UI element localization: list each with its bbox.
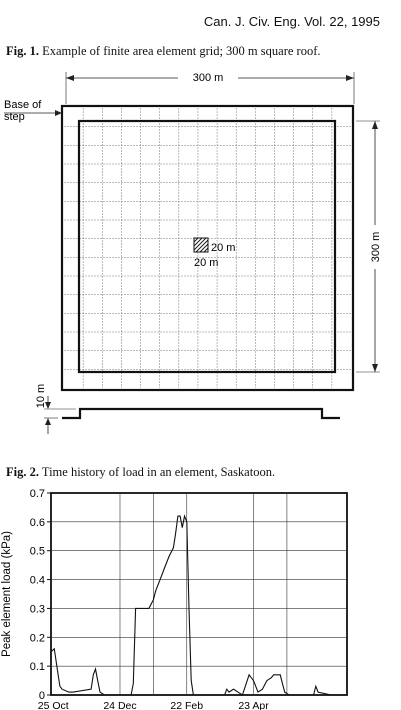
base-of-step-label-line2: step: [4, 111, 25, 123]
side-dimension-arrow-bottom: [372, 364, 378, 372]
y-tick-label: 0.7: [29, 488, 45, 500]
figure-1-caption-text: Example of finite area element grid; 300 m square roof.: [42, 44, 321, 58]
y-axis-title: Peak element load (kPa): [1, 531, 13, 657]
x-grid: [120, 493, 287, 695]
figure-1-label: Fig. 1.: [6, 44, 39, 58]
top-dimension-arrow-right: [346, 75, 354, 81]
x-axis-labels: [38, 700, 269, 710]
y-tick-label: 0: [38, 690, 45, 702]
y-tick-label: 0.3: [29, 603, 45, 616]
step-height-label: 10 m: [35, 383, 47, 409]
x-tick-label: 25 Oct: [37, 700, 69, 710]
figure-2-caption-text: Time history of load in an element, Saskatoon.: [41, 465, 276, 479]
running-header: Can. J. Civ. Eng. Vol. 22, 1995: [203, 14, 380, 29]
figure-2-label: Fig. 2.: [6, 465, 39, 479]
step-height-arrow-bottom: [45, 418, 51, 425]
x-tick-label: 23 Apr: [238, 700, 269, 710]
y-tick-label: 0.5: [29, 545, 45, 558]
y-tick-label: 0.4: [29, 574, 45, 587]
side-dimension-label: 300 m: [370, 231, 382, 263]
top-dimension-label: 300 m: [192, 72, 224, 84]
plot-frame: [51, 493, 347, 695]
base-of-step-label-line1: Base of: [4, 99, 42, 111]
figure-2-chart: [0, 484, 401, 710]
x-tick-label: 24 Dec: [103, 700, 137, 710]
roof-section-profile: [62, 409, 340, 418]
figure-2-caption: [6, 465, 275, 480]
element-width-label: 20 m: [211, 242, 236, 254]
element-height-label: 20 m: [194, 257, 219, 269]
x-tick-label: 22 Feb: [170, 700, 204, 710]
y-tick-label: 0.6: [29, 516, 45, 529]
load-series-line: [51, 516, 331, 695]
y-tick-label: 0.2: [29, 632, 45, 645]
side-dimension-arrow-top: [372, 121, 378, 129]
y-tick-label: 0.1: [29, 661, 45, 674]
top-dimension-arrow-left: [66, 75, 74, 81]
